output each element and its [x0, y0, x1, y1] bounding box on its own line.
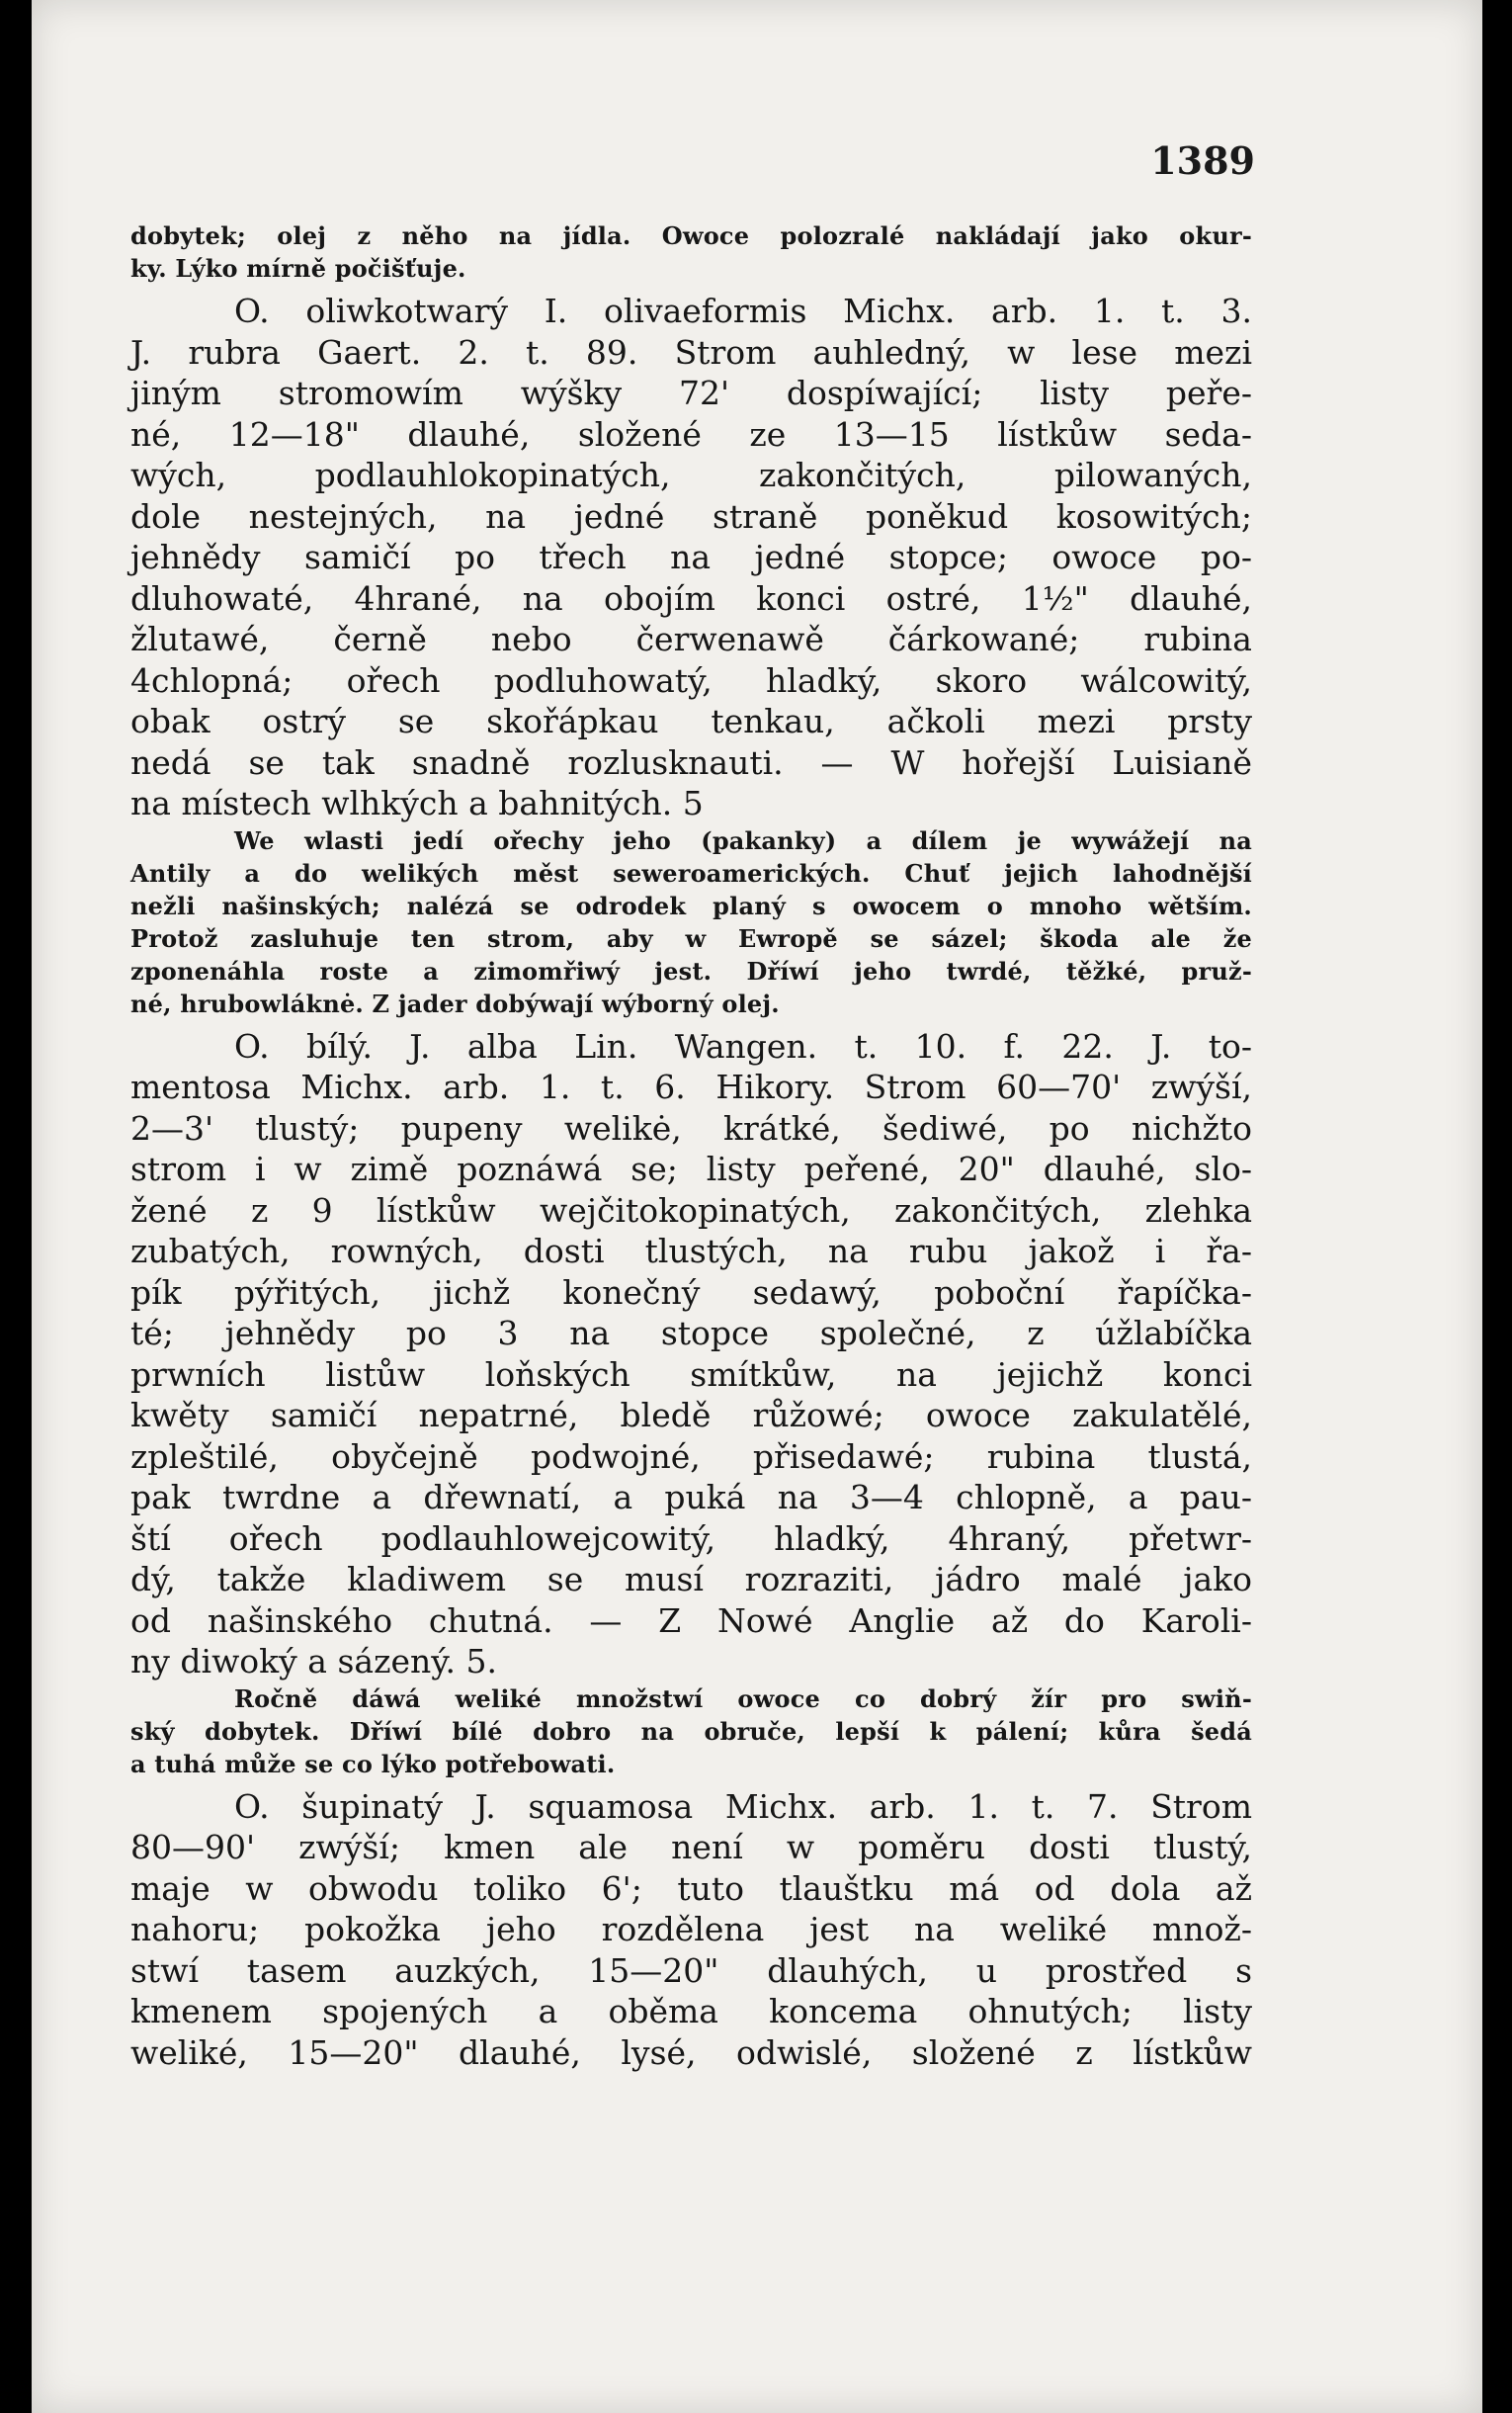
text-line: Antily a do welikých měst seweroamerických. Chuť jejich lahodnější	[130, 858, 1252, 888]
text-line: dobytek; olej z něho na jídla. Owoce polozralé nakládají jako okur-	[130, 221, 1252, 250]
text-line: pak twrdne a dřewnatí, a puká na 3—4 chlopně, a pau-	[130, 1478, 1252, 1516]
text-line: 80—90' zwýší; kmen ale není w poměru dosti tlustý,	[130, 1828, 1252, 1866]
text-line: wých, podlauhlokopinatých, zakončitých, pilowaných,	[130, 456, 1252, 494]
text-line: Ročně dáwá weliké množstwí owoce co dobrý žír pro swiň-	[234, 1683, 1252, 1713]
text-line: dluhowaté, 4hrané, na obojím konci ostré, 1½" dlauhé,	[130, 578, 1252, 618]
text-line: stwí tasem auzkých, 15—20" dlauhých, u prostřed s	[130, 1950, 1252, 1990]
text-line: a tuhá může se co lýko potřebowati.	[130, 1749, 616, 1778]
text-line: weliké, 15—20" dlauhé, lysé, odwislé, složené z lístkůw	[130, 2032, 1252, 2072]
text-line: té; jehnědy po 3 na stopce společné, z úžlabíčka	[130, 1314, 1252, 1352]
text-line: jiným stromowím wýšky 72' dospíwající; listy peře-	[130, 374, 1252, 412]
text-line: nežli našinských; nalézá se odrodek planý s owocem o mnoho wětším.	[130, 891, 1252, 920]
text-line: mentosa Michx. arb. 1. t. 6. Hikory. Strom 60—70' zwýší,	[130, 1068, 1252, 1106]
text-line: na místech wlhkých a bahnitých. 5	[130, 784, 704, 822]
text-line: O. oliwkotwarý I. olivaeformis Michx. arb. 1. t. 3.	[234, 292, 1252, 330]
text-line: strom i w zimě poznáwá se; listy peřené, 20" dlauhé, slo-	[130, 1150, 1252, 1188]
text-line: dole nestejných, na jedné straně poněkud kosowitých;	[130, 496, 1252, 536]
text-line: zubatých, rowných, dosti tlustých, na rubu jakož i řa-	[130, 1232, 1252, 1270]
text-line: pík pýřitých, jichž konečný sedawý, poboční řapíčka-	[130, 1272, 1252, 1312]
text-line: kwěty samičí nepatrné, bledě růžowé; owoce zakulatělé,	[130, 1396, 1252, 1434]
text-line: nedá se tak snadně rozlusknauti. — W hořejší Luisianě	[130, 742, 1252, 782]
footnote-olivaeformis	[130, 824, 1252, 1020]
text-line: O. šupinatý J. squamosa Michx. arb. 1. t. 7. Strom	[234, 1786, 1252, 1826]
text-line: O. bílý. J. alba Lin. Wangen. t. 10. f. 22. J. to-	[234, 1026, 1252, 1066]
text-line: 2—3' tlustý; pupeny welikė, krátké, šediwé, po nichžto	[130, 1108, 1252, 1148]
text-line: ští ořech podlauhlowejcowitý, hladký, 4hraný, přetwr-	[130, 1518, 1252, 1558]
text-line: maje w obwodu toliko 6'; tuto tlauštku má od dola až	[130, 1868, 1252, 1908]
footnote-alba	[130, 1682, 1252, 1780]
text-line: kmenem spojených a oběma koncema ohnutých; listy	[130, 1992, 1252, 2030]
text-line: jehnědy samičí po třech na jedné stopce; owoce po-	[130, 538, 1252, 576]
page-number: 1389	[1150, 138, 1255, 183]
text-line: žlutawé, černě nebo čerwenawě čárkowané; rubina	[130, 620, 1252, 658]
text-line: Protož zasluhuje ten strom, aby w Ewropě se sázel; škoda ale že	[130, 923, 1252, 953]
entry-olivaeformis	[130, 291, 1252, 824]
text-line: prwních listůw loňských smítkůw, na jejichž konci	[130, 1354, 1252, 1394]
text-line: od našinského chutná. — Z Nowé Anglie až do Karoli-	[130, 1600, 1252, 1640]
text-line: dý, takže kladiwem se musí rozraziti, jádro malé jako	[130, 1560, 1252, 1598]
top-note	[130, 219, 1252, 285]
text-line: zpleštilé, obyčejně podwojné, přisedawé; rubina tlustá,	[130, 1436, 1252, 1476]
text-line: né, hrubowláknė. Z jader dobýwají wýborný olej.	[130, 989, 780, 1018]
text-line: ky. Lýko mírně počišťuje.	[130, 254, 466, 283]
text-line: žené z 9 lístkůw wejčitokopinatých, zakončitých, zlehka	[130, 1190, 1252, 1230]
text-line: né, 12—18" dlauhé, složené ze 13—15 lístkůw seda-	[130, 414, 1252, 454]
entry-squamosa	[130, 1786, 1252, 2074]
text-line: ský dobytek. Dříwí bílé dobro na obruče, lepší k pálení; kůra šedá	[130, 1716, 1252, 1746]
text-line: obak ostrý se skořápkau tenkau, ačkoli mezi prsty	[130, 702, 1252, 740]
text-line: zponenáhla roste a zimomřiwý jest. Dříwí jeho twrdé, těžké, pruž-	[130, 956, 1252, 986]
text-line: ny diwoký a sázený. 5.	[130, 1642, 497, 1680]
text-line: nahoru; pokožka jeho rozdělena jest na weliké množ-	[130, 1910, 1252, 1948]
entry-alba	[130, 1026, 1252, 1682]
text-line: We wlasti jedí ořechy jeho (pakanky) a dílem je wywážejí na	[234, 825, 1252, 855]
page-text	[130, 219, 1252, 2073]
book-page	[32, 0, 1482, 2413]
text-line: J. rubra Gaert. 2. t. 89. Strom auhledný, w lese mezi	[130, 332, 1252, 372]
text-line: 4chlopná; ořech podluhowatý, hladký, skoro wálcowitý,	[130, 660, 1252, 700]
